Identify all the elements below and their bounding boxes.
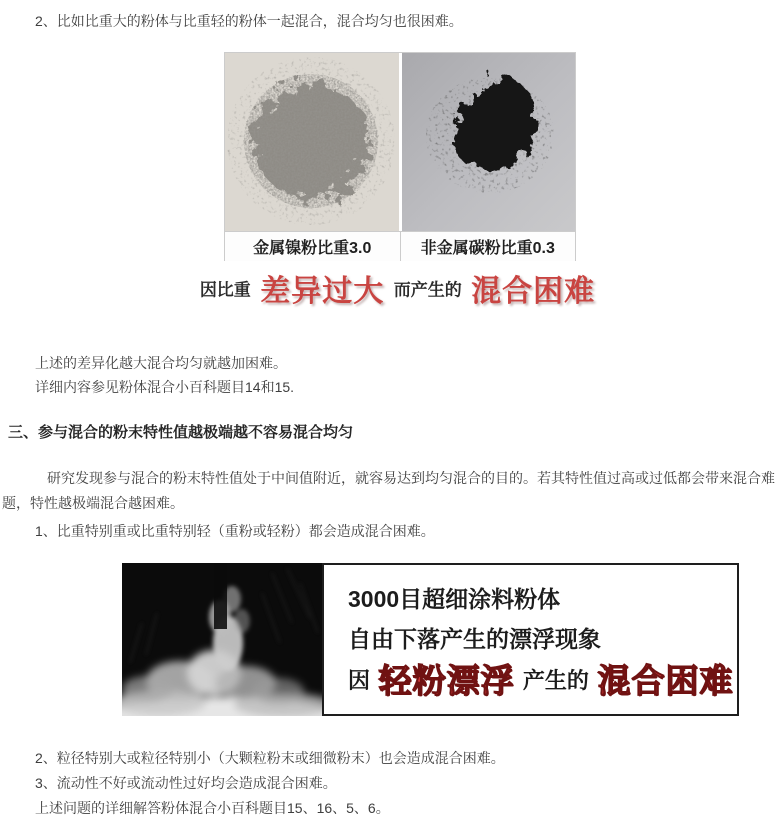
caption-part-red-2: 混合困难 <box>471 275 596 308</box>
caption-part-red-1: 差异过大 <box>260 275 385 308</box>
carbon-powder-photo <box>402 53 576 231</box>
panel-line-2: 自由下落产生的漂浮现象 <box>348 626 601 652</box>
closing-line: 上述问题的详细解答粉体混合小百科题目15、16、5、6。 <box>35 800 390 816</box>
powder-clump-image <box>402 53 576 231</box>
para-reference: 详细内容参见粉体混合小百科题目14和15. <box>35 379 295 395</box>
photo-caption-left: 金属镍粉比重3.0 <box>225 232 401 261</box>
panel-caption-black-2: 产生的 <box>522 668 589 693</box>
para-research: 研究发现参与混合的粉末特性值处于中间值附近，就容易达到均匀混合的目的。若其特性值过高或过低都会带来混合难题，特性越极端混合越困难。 <box>2 470 775 511</box>
list-item-3: 3、流动性不好或流动性过好均会造成混合困难。 <box>35 775 337 791</box>
intro-line: 2、比如比重大的粉体与比重轻的粉体一起混合，混合均匀也很困难。 <box>35 13 463 29</box>
panel-line-1: 3000目超细涂料粉体 <box>348 586 561 612</box>
section-heading: 三、参与混合的粉末特性值越极端越不容易混合均匀 <box>8 424 354 441</box>
nickel-powder-photo <box>225 53 399 231</box>
caption-part-black-2: 而产生的 <box>393 280 462 300</box>
density-caption-line <box>124 266 676 310</box>
photo-caption-right: 非金属碳粉比重0.3 <box>420 240 555 257</box>
panel-caption-red-1: 轻粉漂浮 <box>378 662 515 699</box>
panel-caption-black-1: 因 <box>348 668 371 693</box>
figure-floating-powder <box>122 563 734 716</box>
floating-caption-panel <box>322 563 739 716</box>
list-item-1: 1、比重特别重或比重特别轻（重粉或轻粉）都会造成混合困难。 <box>35 523 435 539</box>
smoke-plume-image <box>122 563 322 716</box>
powder-pile-image <box>225 53 399 231</box>
para-difference: 上述的差异化越大混合均匀就越加困难。 <box>35 355 287 371</box>
list-item-2: 2、粒径特别大或粒径特别小（大颗粒粉末或细微粉末）也会造成混合困难。 <box>35 750 505 766</box>
figure-density-comparison <box>224 52 576 261</box>
caption-part-black-1: 因比重 <box>199 280 251 300</box>
panel-caption-line <box>348 659 737 703</box>
figure-caption-row <box>225 231 575 261</box>
figure-photo-row <box>225 53 575 231</box>
panel-caption-red-2: 混合困难 <box>597 662 734 699</box>
falling-powder-photo <box>122 563 322 716</box>
